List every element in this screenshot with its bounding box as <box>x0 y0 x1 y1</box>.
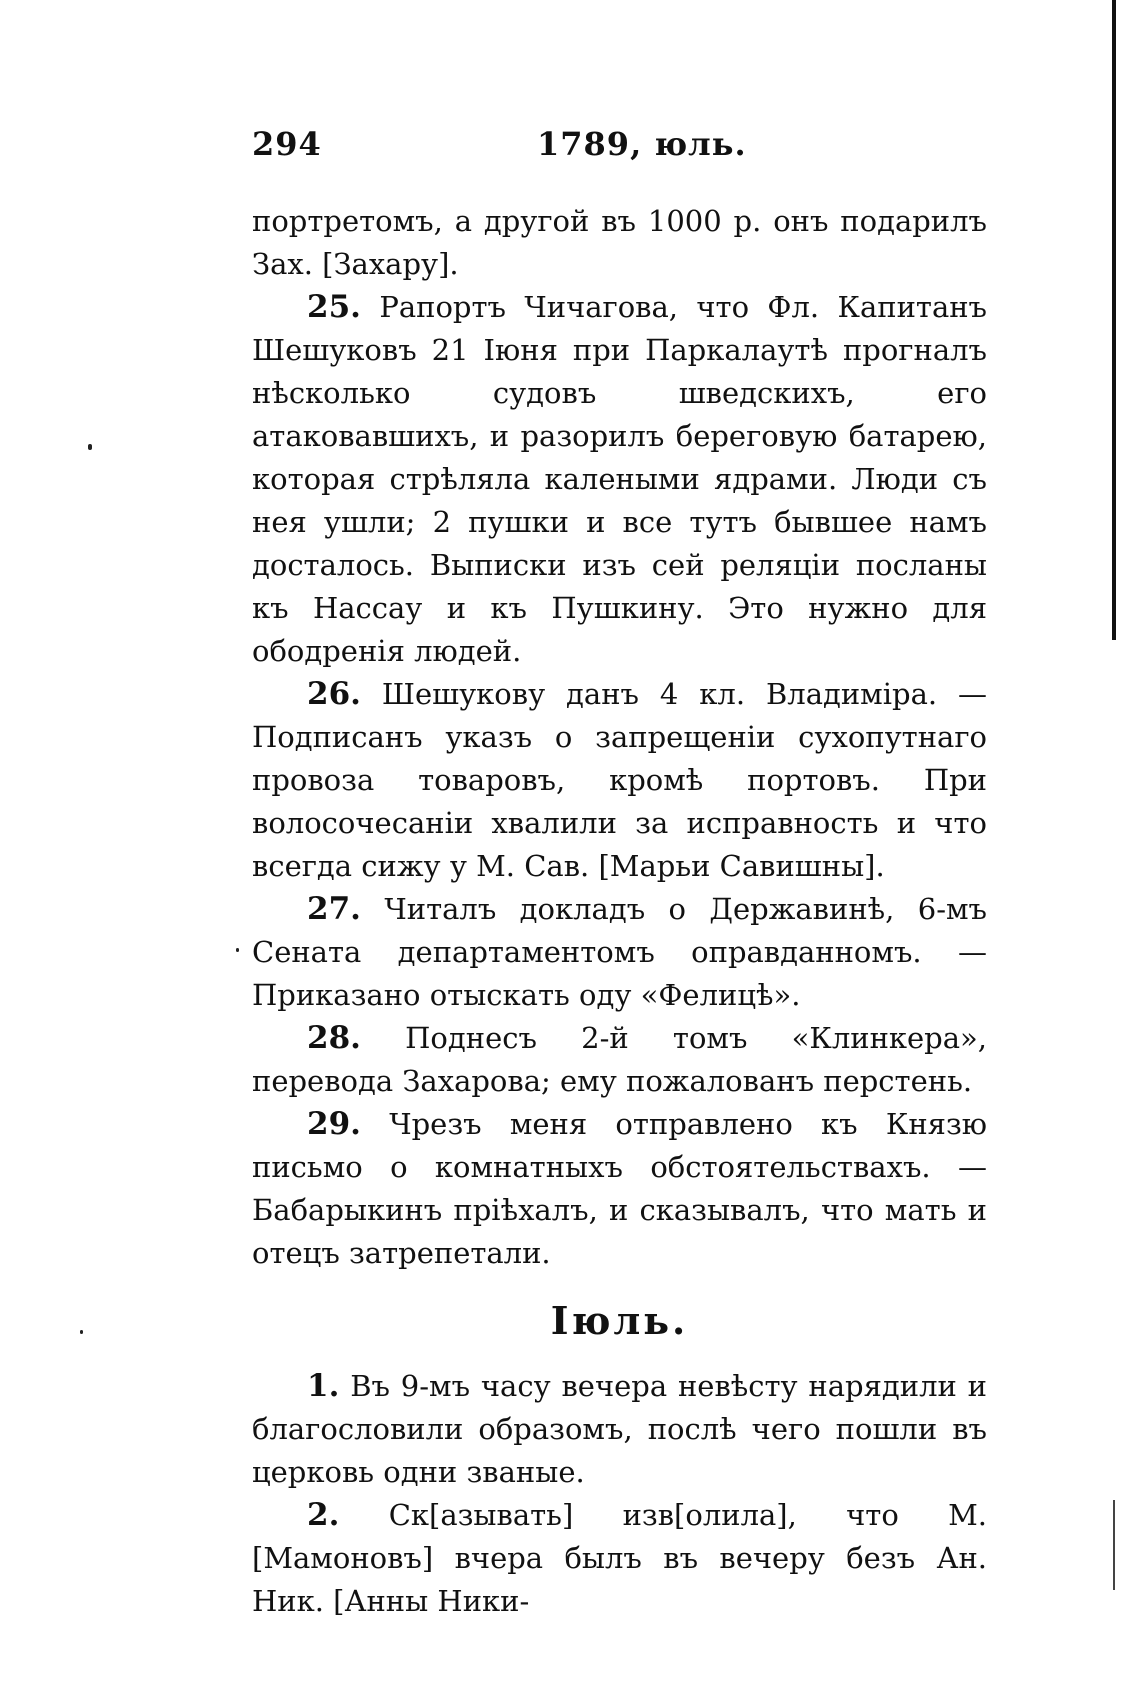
entry-27 <box>252 888 987 1017</box>
page-edge-line <box>1112 0 1116 640</box>
paragraph-continuation <box>252 200 987 286</box>
scan-speck <box>88 444 92 450</box>
scan-speck <box>80 1330 83 1334</box>
entry-28 <box>252 1017 987 1103</box>
entry-25 <box>252 286 987 673</box>
running-head: 1789, юль. <box>537 125 747 163</box>
entry-july-1 <box>252 1365 987 1494</box>
entry-number: 27. <box>307 891 361 927</box>
entry-number: 26. <box>307 676 361 712</box>
entry-number: 29. <box>307 1106 361 1142</box>
entry-text: Въ 9-мъ часу вечера невѣсту нарядили и благословили образомъ, послѣ чего пошли въ церковь одни званые. <box>252 1369 988 1489</box>
entry-number: 28. <box>307 1020 361 1056</box>
entry-text: Чрезъ меня отправлено къ Князю письмо о комнатныхъ обстоятельствахъ. — Бабарыкинъ пріѣхалъ, и сказывалъ, что мать и отецъ затрепетали. <box>252 1107 988 1270</box>
entry-text: Читалъ докладъ о Державинѣ, 6-мъ Сената департаментомъ оправданномъ. — Приказано отыскать оду «Фелицѣ». <box>252 892 988 1012</box>
entry-text: портретомъ, а другой въ 1000 р. онъ подарилъ Зах. [Захару]. <box>252 204 987 281</box>
page-edge-line-lower <box>1113 1500 1115 1590</box>
entry-number: 25. <box>307 289 361 325</box>
entry-26 <box>252 673 987 888</box>
body-text <box>252 200 987 1623</box>
page-number: 294 <box>252 125 322 163</box>
page-header <box>252 125 987 165</box>
entry-text: Шешукову данъ 4 кл. Владиміра. — Подписанъ указъ о запрещеніи сухопутнаго провоза товаровъ, кромѣ портовъ. При волосочесаніи хвалили за исправность и что всегда сижу у М. Сав. [Марьи Савишны]. <box>252 677 987 883</box>
scan-speck <box>236 948 239 952</box>
section-heading-july: Іюль. <box>550 1298 689 1343</box>
entry-number: 1. <box>307 1368 340 1404</box>
entry-july-2 <box>252 1494 987 1623</box>
entry-text: Рапортъ Чичагова, что Фл. Капитанъ Шешуковъ 21 Іюня при Паркалаутѣ прогналъ нѣсколько судовъ шведскихъ, его атаковавшихъ, и разорилъ береговую батарею, которая стрѣляла калеными ядрами. Люди съ нея ушли; 2 пушки и все тутъ бывшее намъ досталось. Выписки изъ сей реляціи посланы къ Нассау и къ Пушкину. Это нужно для ободренія людей. <box>252 290 988 668</box>
entry-number: 2. <box>307 1497 340 1533</box>
entry-29 <box>252 1103 987 1275</box>
entry-text: Поднесъ 2-й томъ «Клинкера», перевода Захарова; ему пожалованъ перстень. <box>252 1021 987 1098</box>
entry-text: Ск[азывать] изв[олила], что М. [Мамоновъ] вчера былъ въ вечеру безъ Ан. Ник. [Анны Ники- <box>252 1498 988 1618</box>
